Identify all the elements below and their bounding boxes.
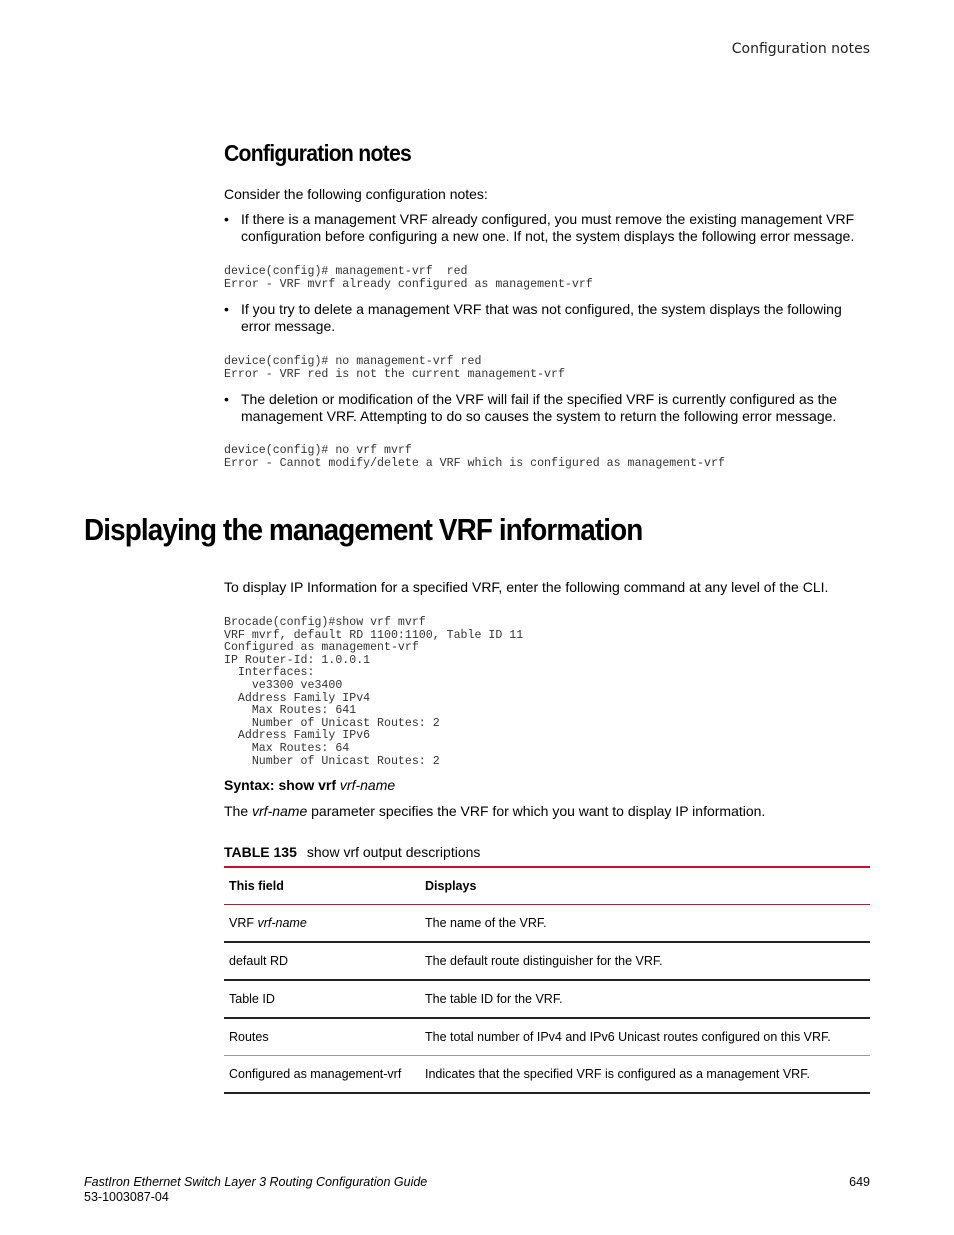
table-row	[224, 905, 870, 943]
table-header-row	[224, 867, 870, 905]
bullet-item	[224, 211, 870, 245]
note-1	[224, 211, 870, 245]
displays-cell: The total number of IPv4 and IPv6 Unicast routes configured on this VRF.	[420, 1018, 870, 1056]
code-block-show-vrf	[224, 617, 870, 768]
code-sample: device(config)# no management-vrf red Error - VRF red is not the current management-vrf	[224, 355, 565, 381]
table-row	[224, 942, 870, 980]
bullet-text: If there is a management VRF already configured, you must remove the existing management VRF configuration before configuring a new one. If not, the system displays the following error message.	[241, 211, 855, 244]
bullet-item	[224, 391, 870, 425]
section-heading-configuration-notes: Configuration notes	[224, 140, 412, 166]
section-heading-displaying-management-vrf: Displaying the management VRF information	[84, 512, 643, 547]
table-title: show vrf output descriptions	[306, 844, 481, 860]
bullet-item	[224, 301, 870, 335]
bullet-icon: •	[224, 211, 229, 227]
table-caption	[224, 844, 870, 862]
param-description	[224, 803, 870, 820]
code-sample: Brocade(config)#show vrf mvrf VRF mvrf, default RD 1100:1100, Table ID 11 Configured as management-vrf IP Router-Id: 1.0.0.1 Interfaces: ve3300 ve3400 Address Family IPv4 Max Routes: 641 Number of Unicast Routes: 2 Address Family IPv6 Max Routes: 64 Number of Unicast Routes: 2	[224, 616, 524, 768]
displays-cell: Indicates that the specified VRF is configured as a management VRF.	[420, 1056, 870, 1094]
displays-cell: The default route distinguisher for the VRF.	[420, 942, 870, 980]
syntax-line	[224, 777, 870, 795]
table-row	[224, 1056, 870, 1094]
code-block-3	[224, 445, 870, 470]
code-sample: device(config)# no vrf mvrf Error - Cannot modify/delete a VRF which is configured as management-vrf	[224, 444, 725, 470]
config-notes-intro	[224, 186, 870, 203]
note-2	[224, 301, 870, 335]
bullet-text: The deletion or modification of the VRF will fail if the specified VRF is currently configured as the management VRF. Attempting to do so causes the system to return the following error message.	[241, 391, 838, 424]
field-cell: VRF vrf-name	[224, 905, 420, 943]
running-header: Configuration notes	[731, 41, 870, 57]
param-name: vrf-name	[252, 803, 308, 819]
code-block-2	[224, 356, 870, 381]
intro-text: Consider the following configuration notes:	[224, 186, 488, 202]
field-cell: Routes	[224, 1018, 420, 1056]
field-cell: Table ID	[224, 980, 420, 1018]
note-3	[224, 391, 870, 425]
bullet-icon: •	[224, 391, 229, 407]
syntax-param: vrf-name	[339, 777, 396, 793]
page-number: 649	[849, 1175, 870, 1189]
code-sample: device(config)# management-vrf red Error - VRF mvrf already configured as management-vrf	[224, 265, 593, 291]
code-block-1	[224, 266, 870, 291]
intro-text: To display IP Information for a specified VRF, enter the following command at any level of the CLI.	[224, 579, 829, 595]
param-text: The vrf-name parameter specifies the VRF for which you want to display IP information.	[224, 803, 766, 819]
footer-title: FastIron Ethernet Switch Layer 3 Routing Configuration Guide	[84, 1175, 428, 1189]
bullet-icon: •	[224, 301, 229, 317]
displays-cell: The name of the VRF.	[420, 905, 870, 943]
table-label: TABLE 135	[224, 844, 297, 860]
table-row	[224, 1018, 870, 1056]
field-cell: Configured as management-vrf	[224, 1056, 420, 1094]
syntax-label: Syntax: show vrf vrf-name	[224, 777, 396, 793]
displays-cell: The table ID for the VRF.	[420, 980, 870, 1018]
footer-doc-number: 53-1003087-04	[84, 1190, 169, 1204]
footer	[84, 1175, 427, 1205]
column-header-displays: Displays	[420, 867, 870, 905]
display-intro	[224, 579, 870, 596]
column-header-field: This field	[224, 867, 420, 905]
bullet-text: If you try to delete a management VRF that was not configured, the system displays the following error message.	[241, 301, 842, 334]
vrf-output-table	[224, 866, 870, 1094]
table-row	[224, 980, 870, 1018]
field-cell: default RD	[224, 942, 420, 980]
